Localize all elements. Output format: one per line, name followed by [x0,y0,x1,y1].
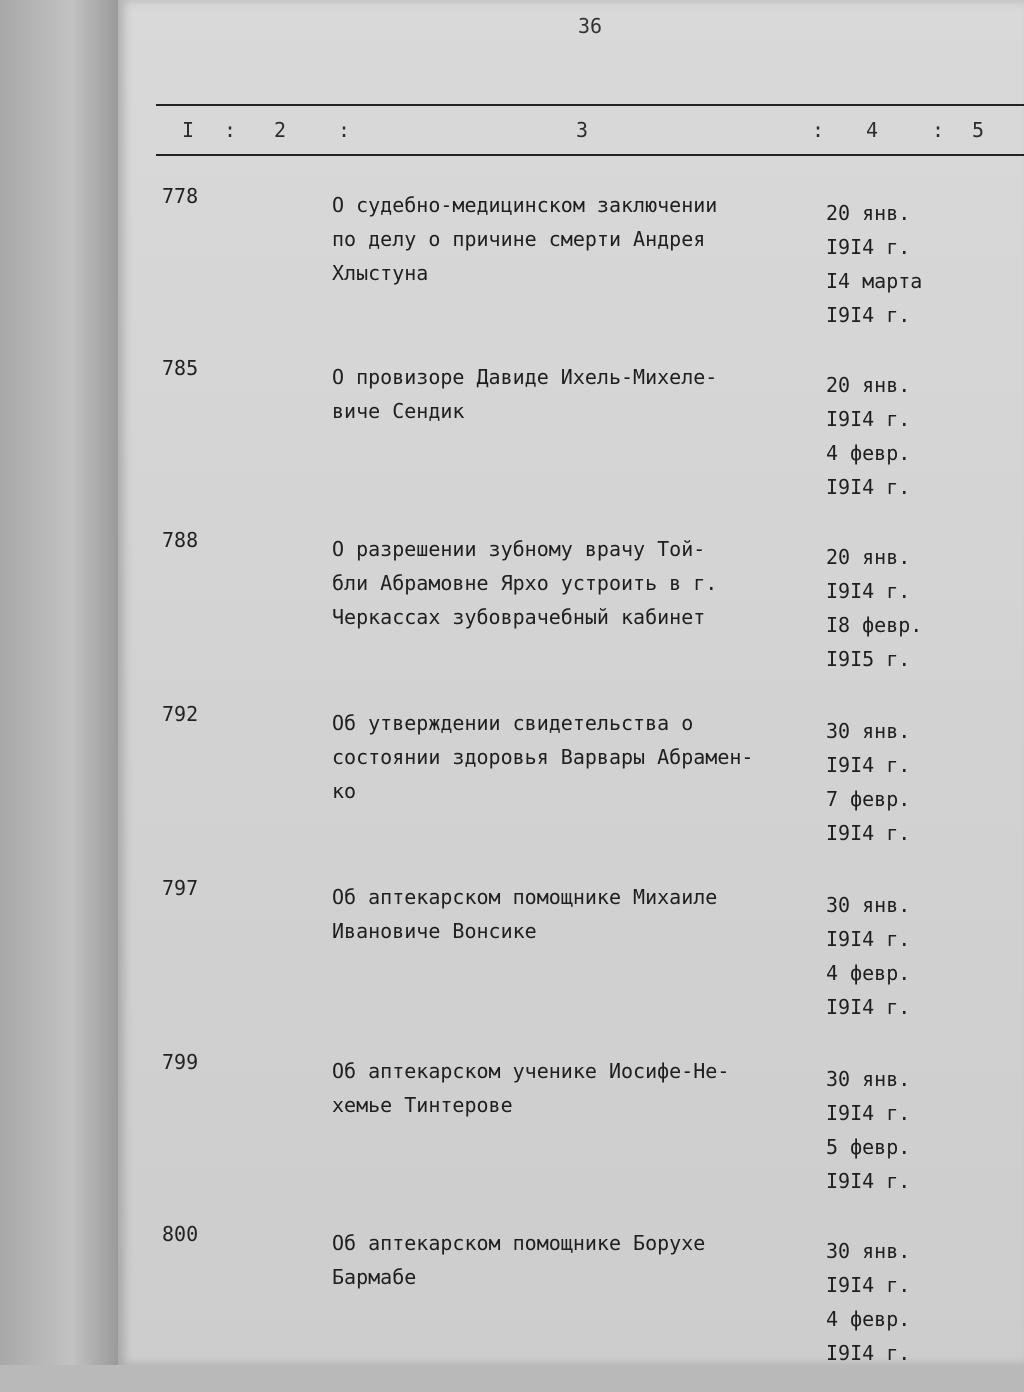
start-year: I9I4 г. [826,579,911,603]
entry-dates [826,1062,1024,1198]
start-date: 30 янв. [826,1067,911,1091]
description-line: по делу о причине смерти Андрея [332,227,706,251]
start-date: 20 янв. [826,545,911,569]
column-separator: : [224,118,237,142]
start-date: 20 янв. [826,201,911,225]
start-year: I9I4 г. [826,927,911,951]
entry-description [332,360,812,428]
table-row [118,528,1024,698]
start-year: I9I4 г. [826,235,911,259]
column-separator: : [812,118,825,142]
start-date: 30 янв. [826,1239,911,1263]
start-date: 20 янв. [826,373,911,397]
end-year: I9I4 г. [826,1169,911,1193]
start-year: I9I4 г. [826,407,911,431]
description-line: О провизоре Давиде Ихель-Михеле- [332,365,718,389]
entry-description [332,532,812,634]
table-header-rule [156,154,1024,156]
start-date: 30 янв. [826,719,911,743]
end-date: 7 февр. [826,787,911,811]
column-header-2: 2 [274,118,287,142]
description-line: О судебно-медицинском заключении [332,193,718,217]
end-date: 4 февр. [826,1307,911,1331]
end-year: I9I4 г. [826,821,911,845]
entry-description [332,1226,812,1294]
table-top-rule [156,104,1024,106]
column-header-5: 5 [972,118,985,142]
end-year: I9I5 г. [826,647,911,671]
entry-number: 788 [162,528,199,552]
description-line: хемье Тинтерове [332,1093,513,1117]
description-line: ко [332,779,357,803]
end-year: I9I4 г. [826,1341,911,1365]
end-year: I9I4 г. [826,303,911,327]
entry-number: 792 [162,702,199,726]
start-date: 30 янв. [826,893,911,917]
column-separator: : [932,118,945,142]
entry-dates [826,368,1024,504]
end-date: I8 февр. [826,613,923,637]
entry-dates [826,1234,1024,1370]
end-year: I9I4 г. [826,475,911,499]
table-row [118,702,1024,872]
previous-page-edge [0,0,118,1365]
document-page [118,0,1024,1365]
table-row [118,1222,1024,1392]
start-year: I9I4 г. [826,1273,911,1297]
description-line: виче Сендик [332,399,465,423]
entry-number: 778 [162,184,199,208]
entry-number: 799 [162,1050,199,1074]
entry-number: 797 [162,876,199,900]
column-header-1: I [182,118,195,142]
column-header-3: 3 [576,118,589,142]
entry-dates [826,714,1024,850]
description-line: Хлыстуна [332,261,429,285]
start-year: I9I4 г. [826,753,911,777]
entry-dates [826,540,1024,676]
description-line: бли Абрамовне Ярхо устроить в г. [332,571,718,595]
description-line: Об аптекарском помощнике Михаиле [332,885,718,909]
end-date: 4 февр. [826,961,911,985]
entry-dates [826,196,1024,332]
description-line: О разрешении зубному врачу Той- [332,537,706,561]
entry-dates [826,888,1024,1024]
page-number: 36 [578,14,603,38]
description-line: Ивановиче Вонсике [332,919,537,943]
end-date: 5 февр. [826,1135,911,1159]
table-row [118,184,1024,354]
end-year: I9I4 г. [826,995,911,1019]
table-row [118,1050,1024,1220]
description-line: Об аптекарском помощнике Борухе [332,1231,706,1255]
entry-description [332,1054,812,1122]
entry-number: 800 [162,1222,199,1246]
description-line: Об утверждении свидетельства о [332,711,694,735]
end-date: 4 февр. [826,441,911,465]
entry-description [332,188,812,290]
description-line: Бармабе [332,1265,417,1289]
description-line: состоянии здоровья Варвары Абрамен- [332,745,754,769]
entry-number: 785 [162,356,199,380]
end-date: I4 марта [826,269,923,293]
column-separator: : [338,118,351,142]
entry-description [332,880,812,948]
start-year: I9I4 г. [826,1101,911,1125]
description-line: Об аптекарском ученике Иосифе-Не- [332,1059,730,1083]
table-row [118,876,1024,1046]
description-line: Черкассах зубоврачебный кабинет [332,605,706,629]
column-header-4: 4 [866,118,879,142]
entry-description [332,706,812,808]
table-row [118,356,1024,526]
